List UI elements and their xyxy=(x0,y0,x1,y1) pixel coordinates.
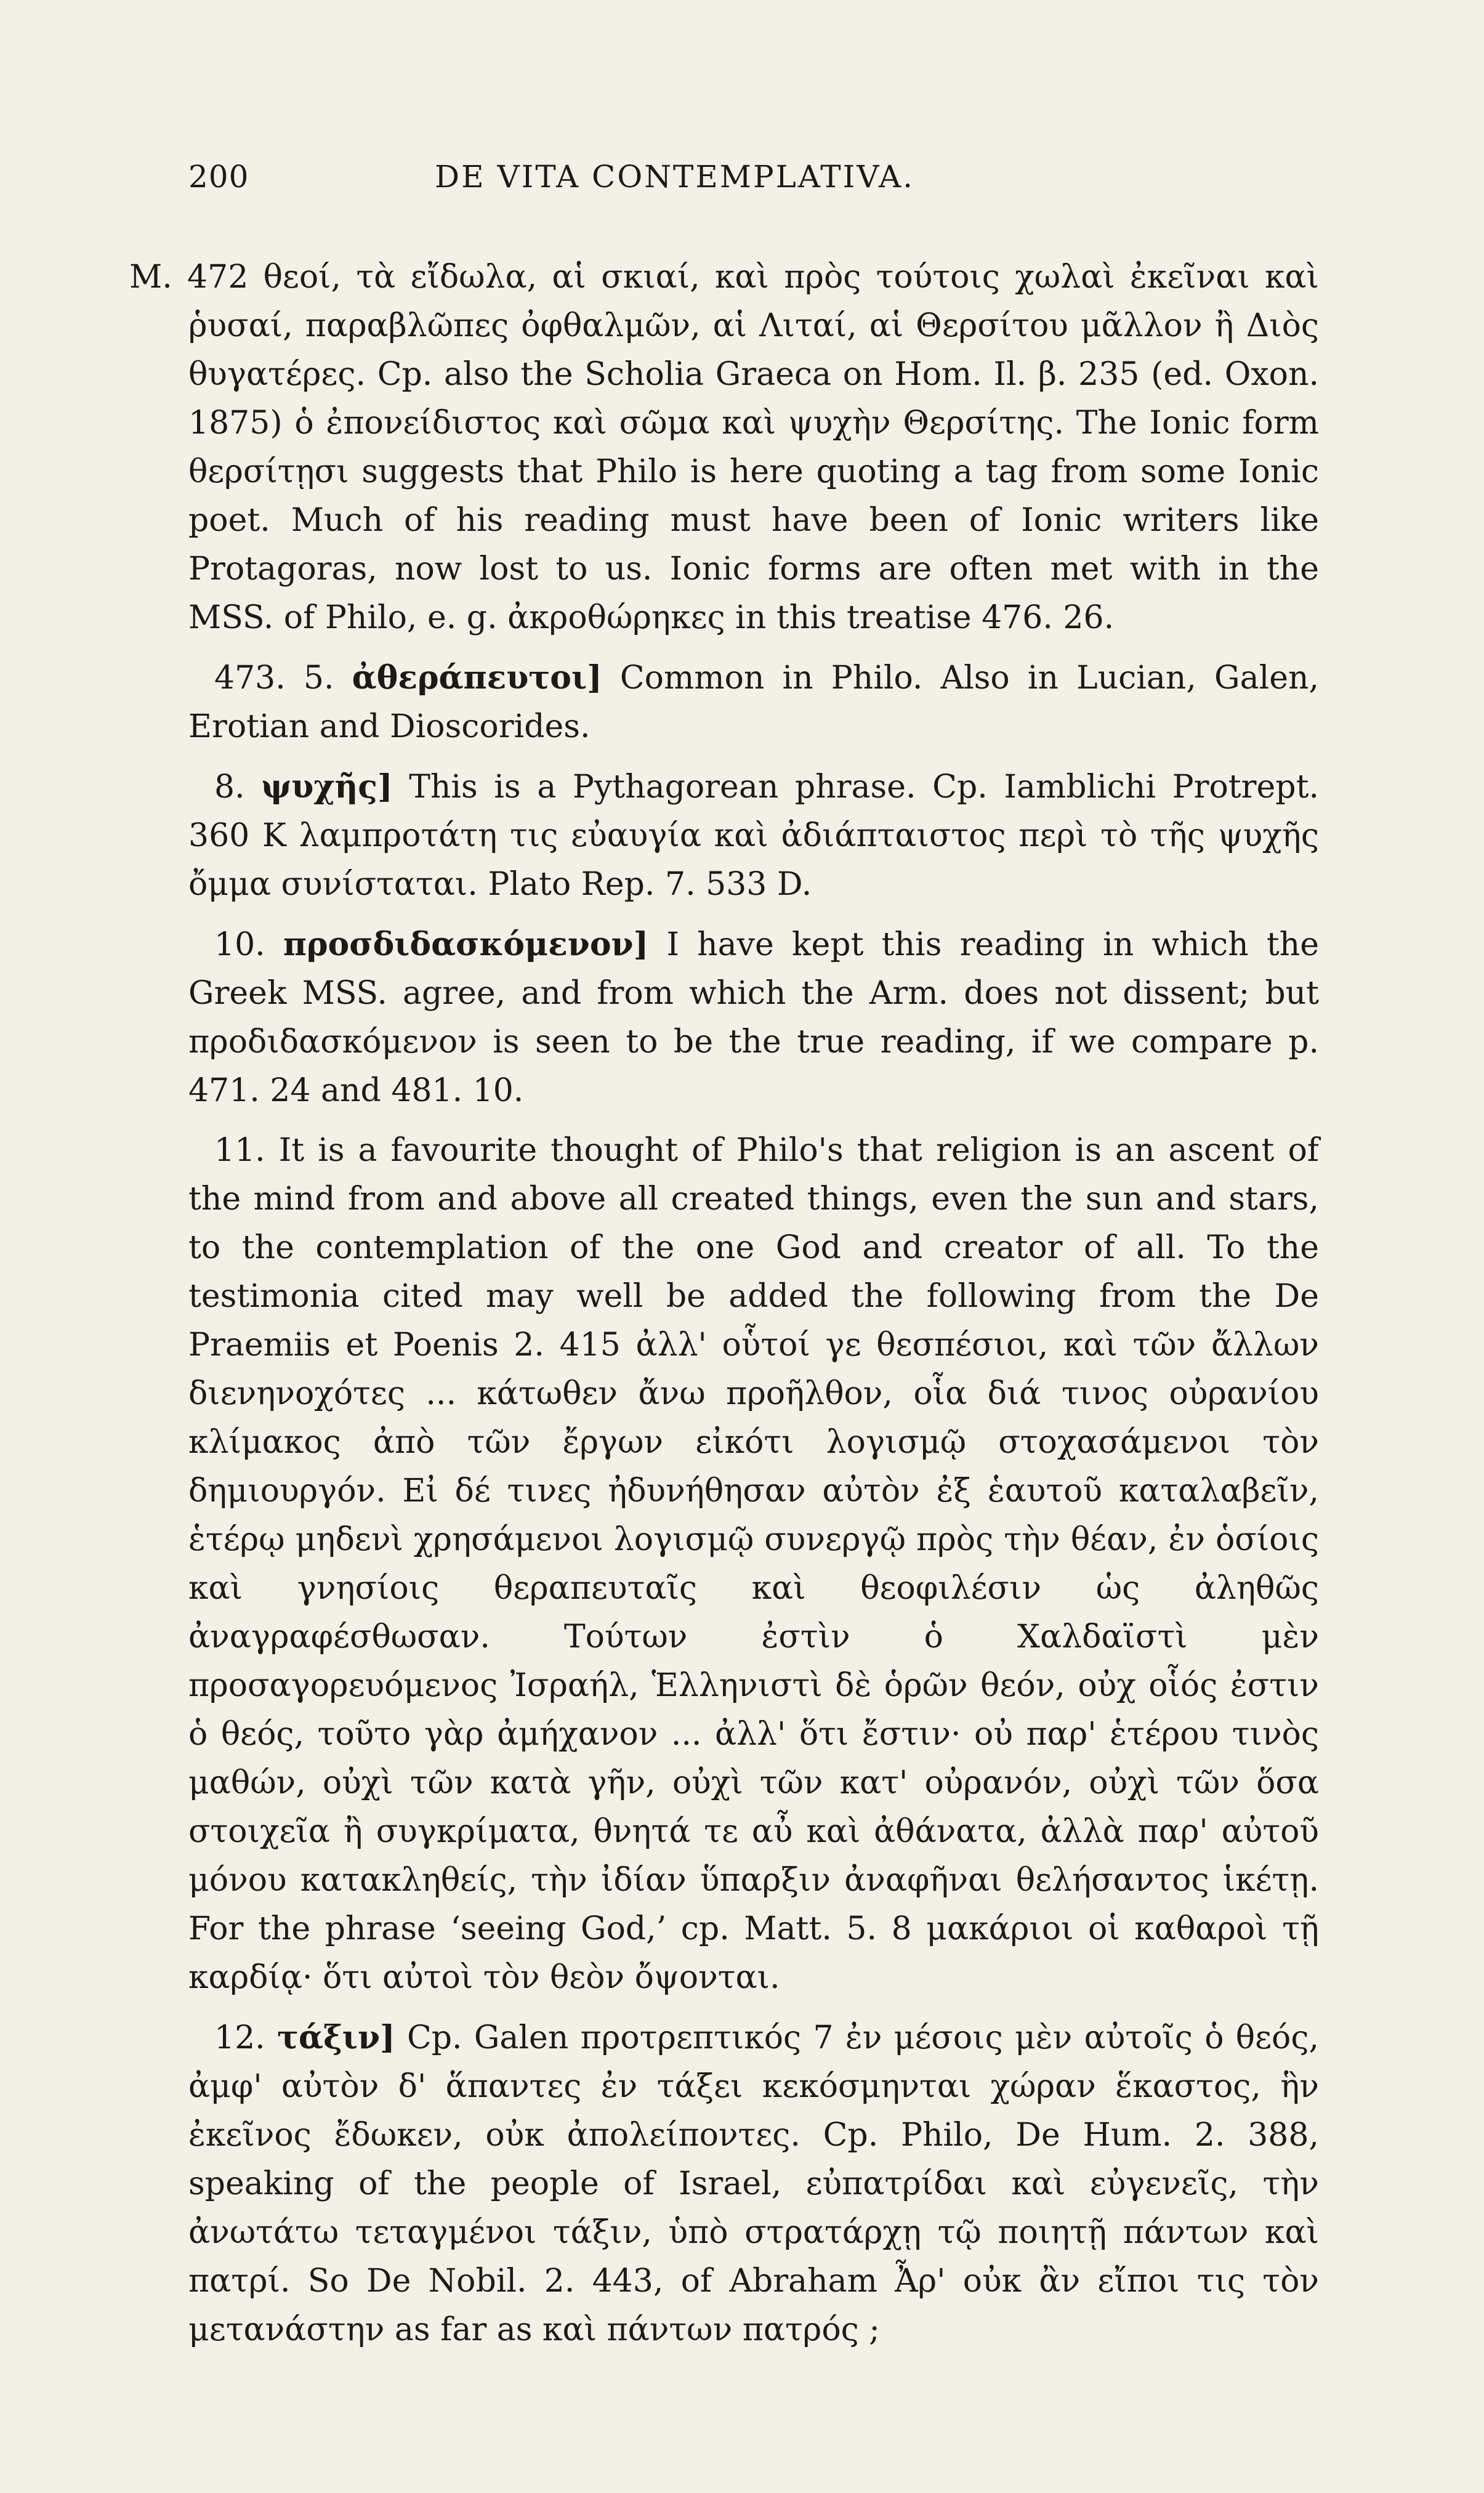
note-paragraph xyxy=(188,2013,1319,2354)
page-number: 200 xyxy=(188,159,249,195)
note-paragraph xyxy=(188,762,1319,909)
note-text: θεοί, τὰ εἴδωλα, αἱ σκιαί, καὶ πρὸς τούτοις χωλαὶ ἐκεῖναι καὶ ῥυσαί, παραβλῶπες ὀφθαλμῶν, αἱ Λιταί, αἱ Θερσίτου μᾶλλον ἢ Διὸς θυγατέρες. Cp. also the Scholia Graeca on Hom. Il. β. 235 (ed. Oxon. 1875) ὁ ἐπονείδιστος καὶ σῶμα καὶ ψυχὴν Θερσίτης. The Ionic form θερσίτῃσι suggests that Philo is here quoting a tag from some Ionic poet. Much of his reading must have been of Ionic writers like Protagoras, now lost to us. Ionic forms are often met with in the MSS. of Philo, e. g. ἀκροθώρηκες in this treatise 476. 26. xyxy=(188,259,1319,636)
running-head xyxy=(188,159,1319,195)
note-text: It is a favourite thought of Philo's that religion is an ascent of the mind from and above all created things, even the sun and stars, to the contemplation of the one God and creator of all. To the testimonia cited may well be added the following from the De Praemiis et Poenis 2. 415 ἀλλ' οὗτοί γε θεσπέσιοι, καὶ τῶν ἄλλων διενηνοχότες ... κάτωθεν ἄνω προῆλθον, οἷα διά τινος οὐρανίου κλίμακος ἀπὸ τῶν ἔργων εἰκότι λογισμῷ στοχασάμενοι τὸν δημιουργόν. Εἰ δέ τινες ἠδυνήθησαν αὐτὸν ἐξ ἑαυτοῦ καταλαβεῖν, ἑτέρῳ μηδενὶ χρησάμενοι λογισμῷ συνεργῷ πρὸς τὴν θέαν, ἐν ὁσίοις καὶ γνησίοις θεραπευταῖς καὶ θεοφιλέσιν ὡς ἀληθῶς ἀναγραφέσθωσαν. Τούτων ἐστὶν ὁ Χαλδαϊστὶ μὲν προσαγορευόμενος Ἰσραήλ, Ἑλληνιστὶ δὲ ὁρῶν θεόν, οὐχ οἷός ἐστιν ὁ θεός, τοῦτο γὰρ ἀμήχανον ... ἀλλ' ὅτι ἔστιν· οὐ παρ' ἑτέρου τινὸς μαθών, οὐχὶ τῶν κατὰ γῆν, οὐχὶ τῶν κατ' οὐρανόν, οὐχὶ τῶν ὅσα στοιχεῖα ἢ συγκρίματα, θνητά τε αὖ καὶ ἀθάνατα, ἀλλὰ παρ' αὐτοῦ μόνου κατακληθείς, τὴν ἰδίαν ὕπαρξιν ἀναφῆναι θελήσαντος ἱκέτῃ. For the phrase ‘seeing God,’ cp. Matt. 5. 8 μακάριοι οἱ καθαροὶ τῇ καρδίᾳ· ὅτι αὐτοὶ τὸν θεὸν ὄψονται. xyxy=(188,1132,1319,1996)
note-lemma: ψυχῆς] xyxy=(261,768,393,806)
note-label: 11. xyxy=(214,1132,265,1169)
note-paragraph xyxy=(188,920,1319,1115)
margin-reference: M. 472 xyxy=(129,259,249,296)
note-paragraph xyxy=(188,653,1319,751)
running-title: DE VITA CONTEMPLATIVA. xyxy=(435,159,915,195)
note-text: Cp. Galen προτρεπτικός 7 ἐν μέσοις μὲν αὐτοῖς ὁ θεός, ἀμφ' αὐτὸν δ' ἅπαντες ἐν τάξει κεκόσμηνται χώραν ἕκαστος, ἣν ἐκεῖνος ἔδωκεν, οὐκ ἀπολείποντες. Cp. Philo, De Hum. 2. 388, speaking of the people of Israel, εὐπατρίδαι καὶ εὐγενεῖς, τὴν ἀνωτάτω τεταγμένοι τάξιν, ὑπὸ στρατάρχῃ τῷ ποιητῇ πάντων καὶ πατρί. So De Nobil. 2. 443, of Abraham Ἆρ' οὐκ ἂν εἴποι τις τὸν μετανάστην as far as καὶ πάντων πατρός ; xyxy=(188,2019,1319,2348)
note-label: 12. xyxy=(214,2019,265,2056)
note-label: 10. xyxy=(214,926,265,963)
note-text: Common in Philo. Also in Lucian, Galen, Erotian and Dioscorides. xyxy=(188,660,1319,745)
note-lemma: ἀθεράπευτοι] xyxy=(352,659,602,697)
note-text: I have kept this reading in which the Greek MSS. agree, and from which the Arm. does not dissent; but προδιδασκόμενον is seen to be the true reading, if we compare p. 471. 24 and 481. 10. xyxy=(188,926,1320,1109)
note-lemma: τάξιν] xyxy=(277,2019,395,2056)
note-text: This is a Pythagorean phrase. Cp. Iamblichi Protrept. 360 K λαμπροτάτη τις εὐαυγία καὶ ἀδιάπταιστος περὶ τὸ τῆς ψυχῆς ὄμμα συνίσταται. Plato Rep. 7. 533 D. xyxy=(188,769,1320,903)
note-paragraph xyxy=(188,1126,1319,2002)
note-paragraph xyxy=(129,253,1319,642)
note-label: 473. 5. xyxy=(214,660,334,697)
commentary-text xyxy=(129,253,1320,2354)
note-label: 8. xyxy=(214,769,245,806)
note-lemma: προσδιδασκόμενον] xyxy=(283,926,649,963)
